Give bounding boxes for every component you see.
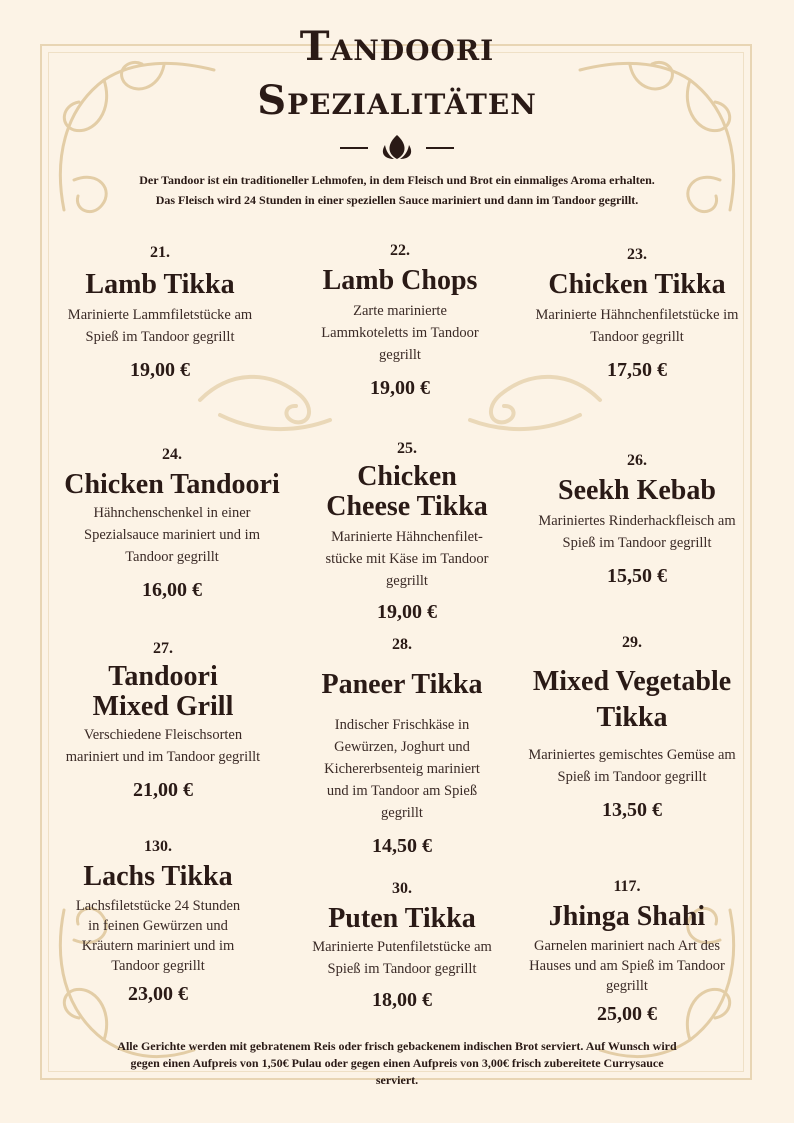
menu-footer-note: Alle Gerichte werden mit gebratenem Reis oder frisch gebackenem indischen Brot serviert. Auf Wunsch wird gegen einen Aufpreis von 1,50€ Pulau oder gegen einen Aufpreis von 3,00€ frisch zubereitete Currysauce serviert. bbox=[117, 1039, 677, 1087]
item-description: Garnelen mariniert nach Art des Hauses und am Spieß im Tandoor gegrillt bbox=[529, 938, 725, 994]
item-name: Seekh Kebab bbox=[558, 475, 716, 506]
item-name: Chicken Cheese Tikka bbox=[326, 461, 488, 522]
item-description: Zarte marinierte Lammkoteletts im Tandoor gegrillt bbox=[321, 303, 479, 363]
item-number: 117. bbox=[613, 878, 641, 895]
item-name: Lachs Tikka bbox=[83, 861, 233, 892]
menu-item-puten-tikka bbox=[300, 880, 504, 1012]
menu-item-paneer-tikka bbox=[304, 636, 500, 858]
menu-item-mixed-vegetable-tikka bbox=[514, 634, 750, 822]
item-price: 25,00 € bbox=[597, 1003, 657, 1025]
item-description: Verschiedene Fleischsorten mariniert und im Tandoor gegrillt bbox=[65, 727, 261, 765]
item-number: 29. bbox=[622, 634, 642, 651]
menu-title-line-2: Spezialitäten bbox=[257, 77, 537, 124]
menu-item-jhinga-shahi bbox=[514, 878, 740, 1026]
item-price: 15,50 € bbox=[607, 565, 667, 587]
intro-line-2: Das Fleisch wird 24 Stunden in einer speziellen Sauce mariniert und dann im Tandoor gegrillt. bbox=[155, 193, 639, 207]
menu-item-lachs-tikka bbox=[60, 838, 256, 1006]
item-price: 18,00 € bbox=[372, 989, 432, 1011]
item-price: 19,00 € bbox=[370, 377, 430, 399]
item-number: 25. bbox=[397, 440, 417, 457]
item-price: 14,50 € bbox=[372, 835, 432, 857]
menu-item-chicken-cheese-tikka bbox=[304, 440, 510, 624]
item-name: Puten Tikka bbox=[328, 903, 476, 934]
item-number: 26. bbox=[627, 452, 647, 469]
item-name: Chicken Tandoori bbox=[64, 469, 280, 500]
item-number: 23. bbox=[627, 246, 647, 263]
item-price: 23,00 € bbox=[128, 983, 188, 1005]
menu-intro bbox=[60, 170, 734, 210]
item-price: 13,50 € bbox=[602, 799, 662, 821]
item-number: 21. bbox=[150, 244, 170, 261]
item-number: 130. bbox=[144, 838, 172, 855]
item-price: 19,00 € bbox=[130, 359, 190, 381]
item-description: Marinierte Putenfiletstücke am Spieß im Tandoor gegrillt bbox=[312, 939, 492, 977]
menu-item-lamb-tikka bbox=[60, 244, 260, 382]
menu-item-tandoori-mixed-grill bbox=[60, 640, 266, 802]
item-name: Lamb Chops bbox=[322, 265, 478, 296]
title-divider-leaf-icon bbox=[0, 133, 794, 163]
item-number: 28. bbox=[392, 636, 412, 653]
item-name: Paneer Tikka bbox=[321, 669, 483, 700]
item-price: 19,00 € bbox=[377, 601, 437, 623]
menu-title-line-1: Tandoori bbox=[299, 23, 495, 70]
item-name: Lamb Tikka bbox=[85, 269, 235, 300]
item-name: Chicken Tikka bbox=[548, 269, 726, 300]
item-name: Jhinga Shahi bbox=[548, 901, 706, 932]
item-price: 21,00 € bbox=[133, 779, 193, 801]
item-description: Mariniertes gemischtes Gemüse am Spieß im Tandoor gegrillt bbox=[528, 747, 736, 785]
item-description: Marinierte Hähnchenfilet-stücke mit Käse im Tandoor gegrillt bbox=[325, 529, 489, 589]
menu-item-chicken-tandoori bbox=[52, 446, 292, 602]
item-description: Indischer Frischkäse in Gewürzen, Joghurt und Kichererbsenteig mariniert und im Tandoor am Spieß gegrillt bbox=[324, 717, 480, 821]
item-price: 17,50 € bbox=[607, 359, 667, 381]
item-description: Marinierte Lammfiletstücke am Spieß im Tandoor gegrillt bbox=[67, 307, 253, 345]
intro-line-1: Der Tandoor ist ein traditioneller Lehmofen, in dem Fleisch und Brot ein einmaliges Aroma erhalten. bbox=[139, 173, 655, 187]
menu-item-lamb-chops bbox=[300, 242, 500, 400]
item-number: 22. bbox=[390, 242, 410, 259]
item-number: 27. bbox=[153, 640, 173, 657]
item-number: 24. bbox=[162, 446, 182, 463]
item-description: Hähnchenschenkel in einer Spezialsauce mariniert und im Tandoor gegrillt bbox=[84, 505, 260, 565]
item-description: Mariniertes Rinderhackfleisch am Spieß im Tandoor gegrillt bbox=[538, 513, 736, 551]
item-description: Lachsfiletstücke 24 Stunden in feinen Gewürzen und Kräutern mariniert und im Tandoor gegrillt bbox=[75, 898, 241, 974]
menu-item-seekh-kebab bbox=[524, 452, 750, 588]
item-name: Mixed Vegetable Tikka bbox=[532, 666, 732, 733]
item-number: 30. bbox=[392, 880, 412, 897]
item-name: Tandoori Mixed Grill bbox=[92, 661, 234, 722]
menu-item-chicken-tikka bbox=[524, 246, 750, 382]
item-price: 16,00 € bbox=[142, 579, 202, 601]
item-description: Marinierte Hähnchenfiletstücke im Tandoor gegrillt bbox=[535, 307, 739, 345]
